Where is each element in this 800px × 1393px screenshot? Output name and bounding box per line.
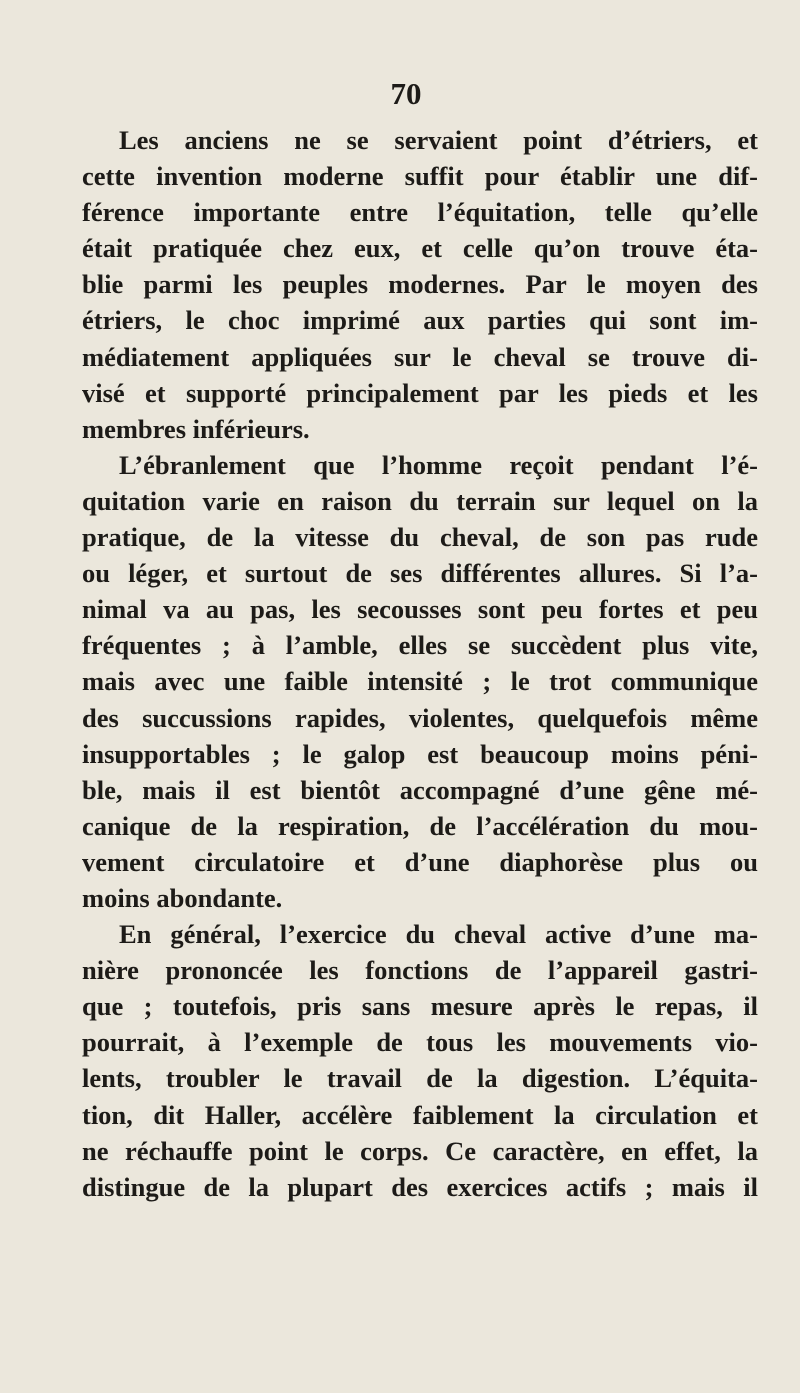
text-line: férence importante entre l’équitation, telle qu’elle xyxy=(82,197,758,228)
text-line: vement circulatoire et d’une diaphorèse plus ou xyxy=(82,846,758,877)
text-line: quitation varie en raison du terrain sur lequel on la xyxy=(82,485,758,516)
text-line: était pratiquée chez eux, et celle qu’on trouve éta- xyxy=(82,233,758,264)
text-line: En général, l’exercice du cheval active d’une ma- xyxy=(119,919,758,950)
text-line: étriers, le choc imprimé aux parties qui sont im- xyxy=(82,305,758,336)
text-line: moins abondante. xyxy=(82,882,283,913)
text-line: ble, mais il est bientôt accompagné d’une gêne mé- xyxy=(82,774,758,805)
text-line: blie parmi les peuples modernes. Par le moyen des xyxy=(82,269,758,300)
text-line: tion, dit Haller, accélère faiblement la circulation et xyxy=(82,1099,758,1130)
text-line: Les anciens ne se servaient point d’étriers, et xyxy=(119,125,758,155)
text-line: que ; toutefois, pris sans mesure après le repas, il xyxy=(82,991,758,1022)
text-line: canique de la respiration, de l’accélération du mou- xyxy=(82,810,758,841)
text-line: lents, troubler le travail de la digestion. L’équita- xyxy=(82,1063,758,1094)
text-line: ou léger, et surtout de ses différentes allures. Si l’a- xyxy=(82,558,758,589)
text-line: des succussions rapides, violentes, quelquefois même xyxy=(82,702,758,733)
text-line: cette invention moderne suffit pour établir une dif- xyxy=(82,161,758,192)
text-line: L’ébranlement que l’homme reçoit pendant l’é- xyxy=(119,449,758,480)
text-line: membres inférieurs. xyxy=(82,413,310,444)
text-line: fréquentes ; à l’amble, elles se succèdent plus vite, xyxy=(82,630,758,661)
text-line: ne réchauffe point le corps. Ce caractère, en effet, la xyxy=(82,1135,758,1166)
text-line: nimal va au pas, les secousses sont peu fortes et peu xyxy=(82,594,758,625)
text-line: pourrait, à l’exemple de tous les mouvements vio- xyxy=(82,1027,758,1058)
page-number: 70 xyxy=(390,76,422,111)
body-text xyxy=(82,122,758,1205)
text-line: pratique, de la vitesse du cheval, de son pas rude xyxy=(82,522,758,553)
text-line: mais avec une faible intensité ; le trot communique xyxy=(82,666,758,697)
text-line: insupportables ; le galop est beaucoup moins péni- xyxy=(82,738,758,769)
text-line: visé et supporté principalement par les pieds et les xyxy=(82,377,758,408)
text-line: médiatement appliquées sur le cheval se trouve di- xyxy=(82,341,758,372)
text-line: distingue de la plupart des exercices actifs ; mais il xyxy=(82,1171,758,1202)
text-line: nière prononcée les fonctions de l’appareil gastri- xyxy=(82,955,758,986)
